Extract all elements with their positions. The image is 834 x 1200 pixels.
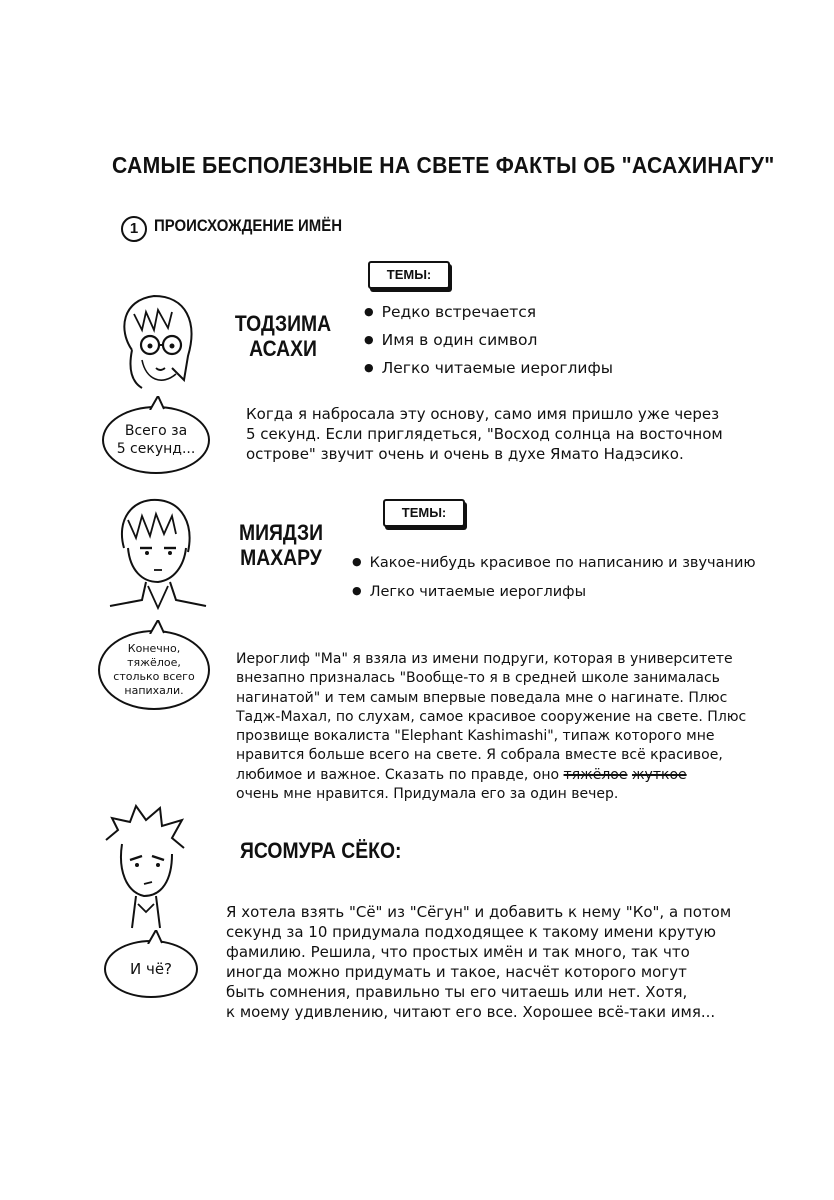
paragraph-text: Иероглиф "Ма" я взяла из имени подруги, которая в университете внезапно призналась "Вообще-то я в средней школе занималась нагинатой" и тем самым впервые поведала мне о нагинате. Плюс Тадж-Махал, по слухам, самое красивое сооружение на свете. Плюс прозвище вокалиста "Elephant Kashimashi", типаж которого мне нравится больше всего на свете. Я собрала вместе всё красивое, любимое и важное. Сказать по правде, оно: [236, 651, 747, 783]
speech-bubble-3: [104, 940, 198, 998]
speech-bubble-1: [102, 406, 210, 474]
paragraph-text: очень мне нравится. Придумала его за один вечер.: [236, 786, 619, 803]
page-title: САМЫЕ БЕСПОЛЕЗНЫЕ НА СВЕТЕ ФАКТЫ ОБ "АСАХИНАГУ": [112, 152, 775, 178]
paragraph-maharu: [236, 650, 816, 804]
speech-tail-icon: [148, 396, 168, 410]
themes-box-1: ТЕМЫ:: [368, 261, 450, 289]
bullet-item: ● Легко читаемые иероглифы: [352, 577, 756, 606]
struck-word: тяжёлое: [563, 766, 628, 783]
asahi-portrait: [112, 290, 202, 396]
speech-bubble-text: Конечно, тяжёлое, столько всего напихали.: [113, 642, 195, 697]
name-miyadzi-maharu: МИЯДЗИ МАХАРУ: [238, 520, 324, 570]
bullets-list-1: [364, 298, 613, 382]
seko-portrait: [96, 800, 188, 930]
bullet-item: ● Имя в один символ: [364, 326, 613, 354]
maharu-portrait: [102, 490, 212, 610]
paragraph-seko: Я хотела взять "Сё" из "Сёгун" и добавить к нему "Ко", а потом секунд за 10 придумала подходящее к такому имени крутую фамилию. Решила, что простых имён и так много, так что иногда можно придумать и такое, насчёт которого могут быть сомнения, правильно ты его читаешь или нет. Хотя, к моему удивлению, читают его все. Хорошее всё-таки имя...: [226, 903, 732, 1021]
bullet-item: ● Легко читаемые иероглифы: [364, 354, 613, 382]
bullets-list-2: [352, 548, 756, 606]
name-todzima-asahi: ТОДЗИМА АСАХИ: [234, 311, 332, 361]
struck-word: жуткое: [631, 766, 687, 783]
speech-bubble-text: И чё?: [129, 960, 173, 978]
bullet-item: ● Редко встречается: [364, 298, 613, 326]
name-yasomura-seko: ЯСОМУРА СЁКО:: [240, 838, 402, 863]
paragraph-asahi: Когда я набросала эту основу, само имя пришло уже через 5 секунд. Если приглядеться, "Восход солнца на восточном острове" звучит очень и очень в духе Ямато Надэсико.: [246, 405, 723, 463]
bullet-item: ● Какое-нибудь красивое по написанию и звучанию: [352, 548, 756, 577]
speech-tail-icon: [146, 930, 166, 944]
speech-tail-icon: [148, 620, 168, 634]
themes-box-2: ТЕМЫ:: [383, 499, 465, 527]
speech-bubble-2: [98, 630, 210, 710]
section-number-badge: 1: [121, 216, 147, 242]
speech-bubble-text: Всего за 5 секунд...: [116, 423, 196, 457]
section-label: ПРОИСХОЖДЕНИЕ ИМЁН: [154, 216, 343, 235]
